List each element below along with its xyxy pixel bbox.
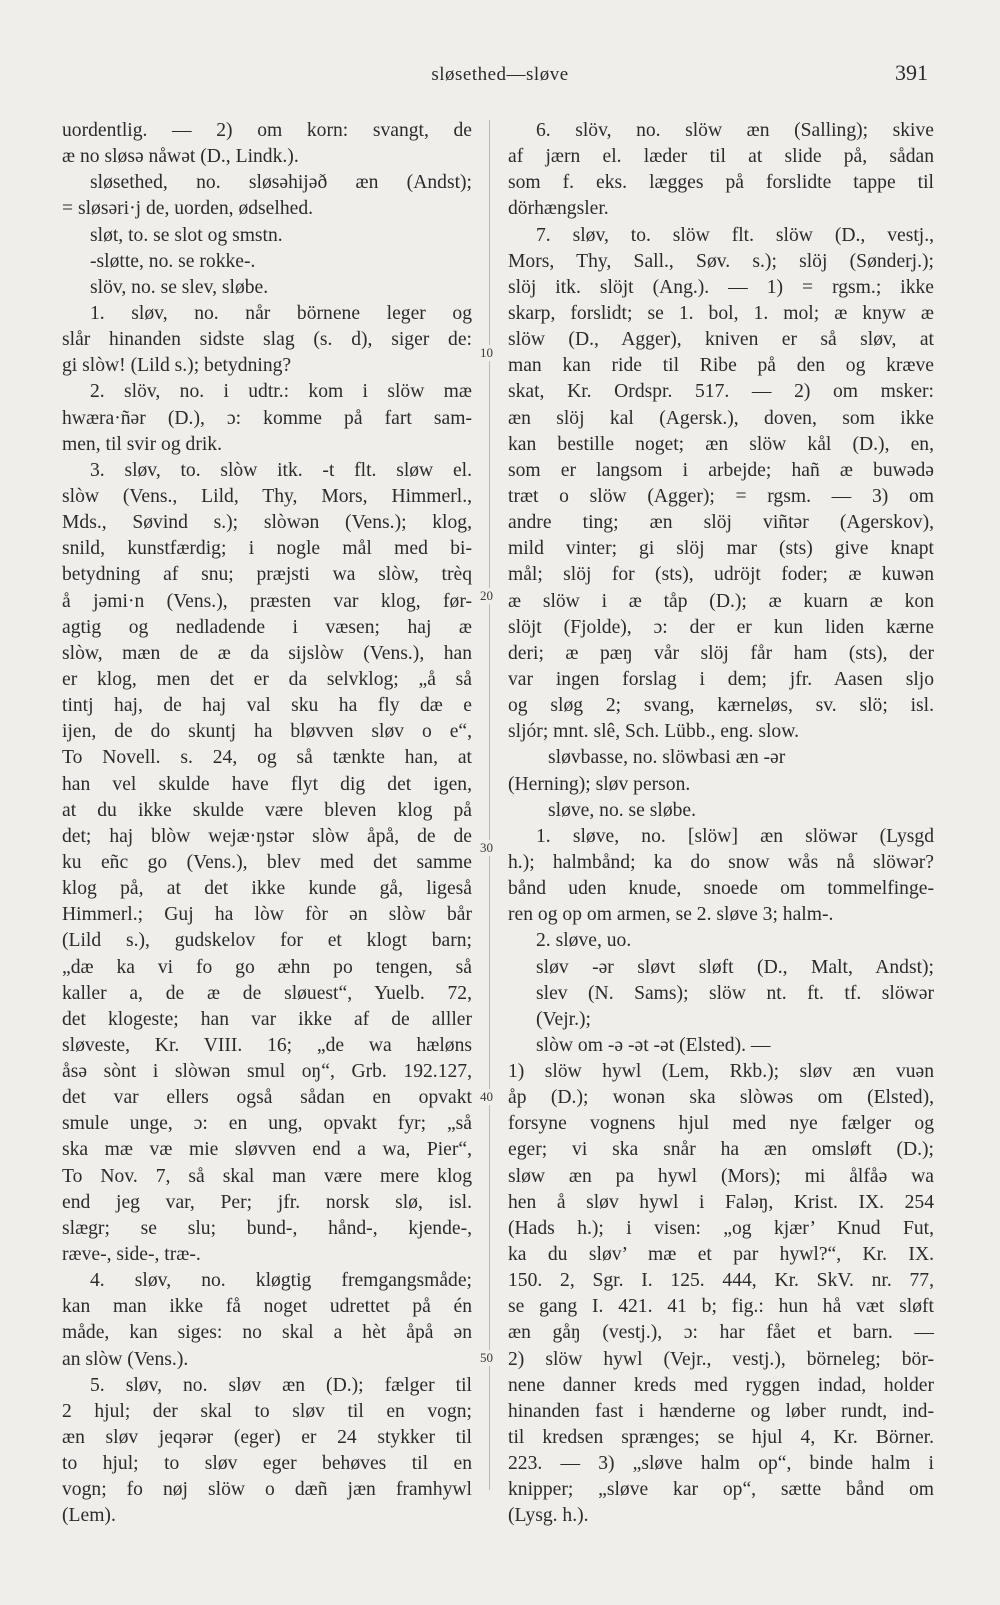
text-line: agtig og nedladende i væsen; haj æ [62, 616, 472, 638]
text-line: (Lem). [62, 1505, 116, 1527]
text-line: knipper; „sløve kar op“, sætte bånd om [508, 1479, 934, 1501]
running-head [0, 58, 1000, 88]
text-line: dörhængsler. [508, 198, 609, 220]
text-line: Himmerl.; Guj ha lòw fòr ən slòw bår [62, 904, 472, 926]
entry-line: sløt, to. se slot og smstn. [90, 224, 283, 246]
text-line: (Lild s.), gudskelov for et klogt barn; [62, 930, 472, 952]
text-line: kan man ikke få noget udrettet på én [62, 1296, 472, 1318]
entry-line: 7. sløv, to. slöw flt. slöw (D., vestj., [536, 224, 934, 246]
text-line: slòw om -ə -ət -ət (Elsted). — [536, 1034, 771, 1056]
text-line: bånd uden knude, snoede om tommelfinge- [508, 878, 934, 900]
line-number-10: 10 [480, 345, 493, 360]
text-line: æn slöj kal (Agersk.), doven, som ikke [508, 407, 934, 429]
text-line: æn gåŋ (vestj.), ɔ: har fået et barn. — [508, 1322, 934, 1344]
text-line: ku eñc go (Vens.), blev med det samme [62, 851, 472, 873]
text-line: sløv -ər sløvt sløft (D., Malt, Andst); [536, 956, 934, 978]
text-line: (Hads h.); i visen: „og kjær’ Knud Fut, [508, 1217, 934, 1239]
text-line: åsə sònt i slòwən smul oŋ“, Grb. 192.127, [62, 1061, 472, 1083]
text-line: hen å sløv hywl i Faləŋ, Krist. IX. 254 [508, 1191, 934, 1213]
text-line: sløw æn pa hywl (Mors); mi ålfåə wa [508, 1165, 934, 1187]
text-line: ræve-, side-, træ-. [62, 1244, 201, 1266]
text-line: slòw (Vens., Lild, Thy, Mors, Himmerl., [62, 485, 472, 507]
entry-line: 6. slöv, no. slöw æn (Salling); skive [536, 120, 934, 141]
text-line: snild, kunstfærdig; i nogle mål med bi- [62, 538, 472, 560]
page-number: 391 [895, 60, 928, 85]
entry-line: 2. sløve, uo. [536, 930, 632, 952]
line-number-50: 50 [480, 1350, 493, 1365]
right-column [508, 118, 934, 1527]
entry-line: sløsethed, no. sløsəhijəð æn (Andst); [90, 172, 472, 194]
text-line: 2) slöw hywl (Vejr., vestj.), börneleg; bör- [508, 1348, 934, 1370]
entry-line: 1. sløv, no. når börnene leger og [90, 302, 472, 324]
text-line: forsyne vognens hjul med nye fælger og [508, 1113, 934, 1135]
text-line: mild vinter; gi slöj mar (sts) give knapt [508, 538, 934, 560]
text-line: som f. eks. lægges på forslidte tappe til [508, 172, 934, 194]
text-line: 150. 2, Sgr. I. 125. 444, Kr. SkV. nr. 77, [508, 1270, 934, 1292]
text-line: det klogeste; han var ikke af de alller [62, 1008, 472, 1030]
text-line: eger; vi ska snår ha æn omsløft (D.); [508, 1139, 934, 1161]
text-line: slår hinanden sidste slag (s. d), siger de: [62, 329, 472, 351]
text-line: ska mæ væ mie sløvven end a wa, Pier“, [62, 1139, 472, 1161]
text-line: å jəmi·n (Vens.), præsten var klog, før- [62, 590, 472, 612]
text-line: æn sløv jeqərər (eger) er 24 stykker til [62, 1427, 472, 1449]
text-line: To Novell. s. 24, og så tænkte han, at [62, 747, 472, 769]
text-line: h.); halmbånd; ka do snow wås nå slöwər? [508, 851, 934, 873]
text-line: 2 hjul; der skal to sløv til en vogn; [62, 1400, 472, 1422]
text-line: sljór; mnt. slê, Sch. Lübb., eng. slow. [508, 721, 799, 743]
text-line: Mors, Thy, Sall., Søv. s.); slöj (Sønderj.); [508, 250, 934, 272]
text-line: skat, Kr. Ordspr. 517. — 2) om msker: [508, 381, 934, 403]
text-line: at du ikke skulde være bleven klog på [62, 799, 472, 821]
text-line: æ no sløsə nåwət (D., Lindk.). [62, 146, 299, 168]
entry-line: 5. sløv, no. sløv æn (D.); fælger til [90, 1374, 472, 1396]
text-line: sløveste, Kr. VIII. 16; „de wa hæløns [62, 1034, 472, 1056]
text-line: kan bestille noget; æn slöw kål (D.), en, [508, 433, 934, 455]
text-line: uordentlig. — 2) om korn: svangt, de [62, 120, 472, 141]
text-line: tintj haj, de haj val sku ha fly dæ e [62, 695, 472, 717]
page-title: sløsethed—sløve [431, 64, 569, 85]
text-line: 223. — 3) „sløve halm op“, binde halm i [508, 1453, 934, 1475]
text-line: Mds., Søvind s.); slòwən (Vens.); klog, [62, 512, 472, 534]
entry-line: slöv, no. se slev, sløbe. [90, 276, 269, 298]
text-line: (Herning); sløv person. [508, 773, 691, 795]
text-line: nene danner kreds med ryggen indad, holder [508, 1374, 934, 1396]
text-line: an slòw (Vens.). [62, 1348, 189, 1370]
text-line: hwæra·ñər (D.), ɔ: komme på fart sam- [62, 407, 472, 429]
line-number-40: 40 [480, 1089, 493, 1104]
text-line: til kredsen sprænges; se hjul 4, Kr. Börner. [508, 1427, 934, 1449]
text-line: skarp, forslidt; se 1. bol, 1. mol; æ knyw æ [508, 302, 934, 324]
text-line: og sløg 2; svang, kærneløs, sv. slö; isl. [508, 695, 934, 717]
line-number-30: 30 [480, 840, 493, 855]
text-line: hinanden fast i hænderne og løber rundt, ind- [508, 1400, 934, 1422]
text-line: slöjt (Fjolde), ɔ: der er kun liden kærne [508, 616, 934, 638]
line-number-20: 20 [480, 588, 493, 603]
text-line: slòw, mæn de æ da sijslòw (Vens.), han [62, 642, 472, 664]
text-line: „dæ ka vi fo go æhn po tengen, så [62, 956, 472, 978]
text-line: klog på, at det ikke kunde gå, ligeså [62, 878, 472, 900]
text-line: 1) slöw hywl (Lem, Rkb.); sløv æn vuən [508, 1061, 934, 1083]
left-column [62, 118, 472, 1527]
entry-line: -sløtte, no. se rokke-. [90, 250, 256, 272]
text-line: han vel skulde have flyt dig det igen, [62, 773, 472, 795]
entry-line: 1. sløve, no. [slöw] æn slöwər (Lysgd [536, 825, 934, 847]
text-line: slöw (D., Agger), kniven er så sløv, at [508, 329, 934, 351]
text-line: man kan ride til Ribe på den og kræve [508, 355, 934, 377]
text-line: kaller a, de æ de sløuest“, Yuelb. 72, [62, 982, 472, 1004]
text-line: = sløsəri·j de, uorden, ødselhed. [62, 198, 314, 220]
text-line: (Vejr.); [536, 1008, 591, 1030]
text-line: smule unge, ɔ: en ung, opvakt fyr; „så [62, 1113, 472, 1135]
text-line: se gang I. 421. 41 b; fig.: hun hå væt sløft [508, 1296, 934, 1318]
text-line: ka du sløv’ mæ et par hywl?“, Kr. IX. [508, 1244, 934, 1266]
text-line: To Nov. 7, så skal man være mere klog [62, 1165, 472, 1187]
text-line: det var ellers også sådan en opvakt [62, 1087, 472, 1109]
text-line: af jærn el. læder til at slide på, sådan [508, 146, 934, 168]
text-line: betydning af snu; præjsti wa slòw, trèq [62, 564, 472, 586]
text-line: mål; slöj for (sts), udröjt foder; æ kuwən [508, 564, 934, 586]
text-line: er klog, men det er da selvklog; „å så [62, 668, 472, 690]
text-line: som er langsom i arbejde; hañ æ buwədə [508, 459, 934, 481]
text-line: slægr; se slu; bund-, hånd-, kjende-, [62, 1217, 472, 1239]
text-line: det; haj blòw wejæ·ŋstər slòw åpå, de de [62, 825, 472, 847]
text-line: men, til svir og drik. [62, 433, 223, 455]
text-line: slev (N. Sams); slöw nt. ft. tf. slöwər [536, 982, 934, 1004]
entry-line: sløve, no. se sløbe. [548, 799, 697, 821]
text-line: vogn; fo nøj slöw o dæñ jæn framhywl [62, 1479, 472, 1501]
entry-line: sløvbasse, no. slöwbasi æn -ər [548, 747, 786, 769]
text-line: træt o slöw (Agger); = rgsm. — 3) om [508, 485, 934, 507]
entry-line: 3. sløv, to. slòw itk. -t flt. sløw el. [90, 459, 472, 481]
text-line: ren og op om armen, se 2. sløve 3; halm-. [508, 904, 834, 926]
entry-line: 4. sløv, no. kløgtig fremgangsmåde; [90, 1270, 472, 1292]
column-divider [489, 120, 490, 1490]
text-line: var ingen forslag i dem; jfr. Aasen sljo [508, 668, 934, 690]
text-line: end jeg var, Per; jfr. norsk slø, isl. [62, 1191, 472, 1213]
text-line: åp (D.); wonən ska slòwəs om (Elsted), [508, 1087, 934, 1109]
text-line: ijen, de do skuntj ha bløvven sløv o e“, [62, 721, 472, 743]
text-line: to hjul; to sløv eger behøves til en [62, 1453, 472, 1475]
text-line: deri; æ pæŋ vår slöj får ham (sts), der [508, 642, 934, 664]
text-line: (Lysg. h.). [508, 1505, 589, 1527]
text-line: gi slòw! (Lild s.); betydning? [62, 355, 292, 377]
text-line: æ slöw i æ tåp (D.); æ kuarn æ kon [508, 590, 934, 612]
text-line: andre ting; æn slöj viñtər (Agerskov), [508, 512, 934, 534]
entry-line: 2. slöv, no. i udtr.: kom i slöw mæ [90, 381, 472, 403]
text-line: slöj itk. slöjt (Ang.). — 1) = rgsm.; ikke [508, 276, 934, 298]
text-line: måde, kan siges: no skal a hèt åpå ən [62, 1322, 472, 1344]
